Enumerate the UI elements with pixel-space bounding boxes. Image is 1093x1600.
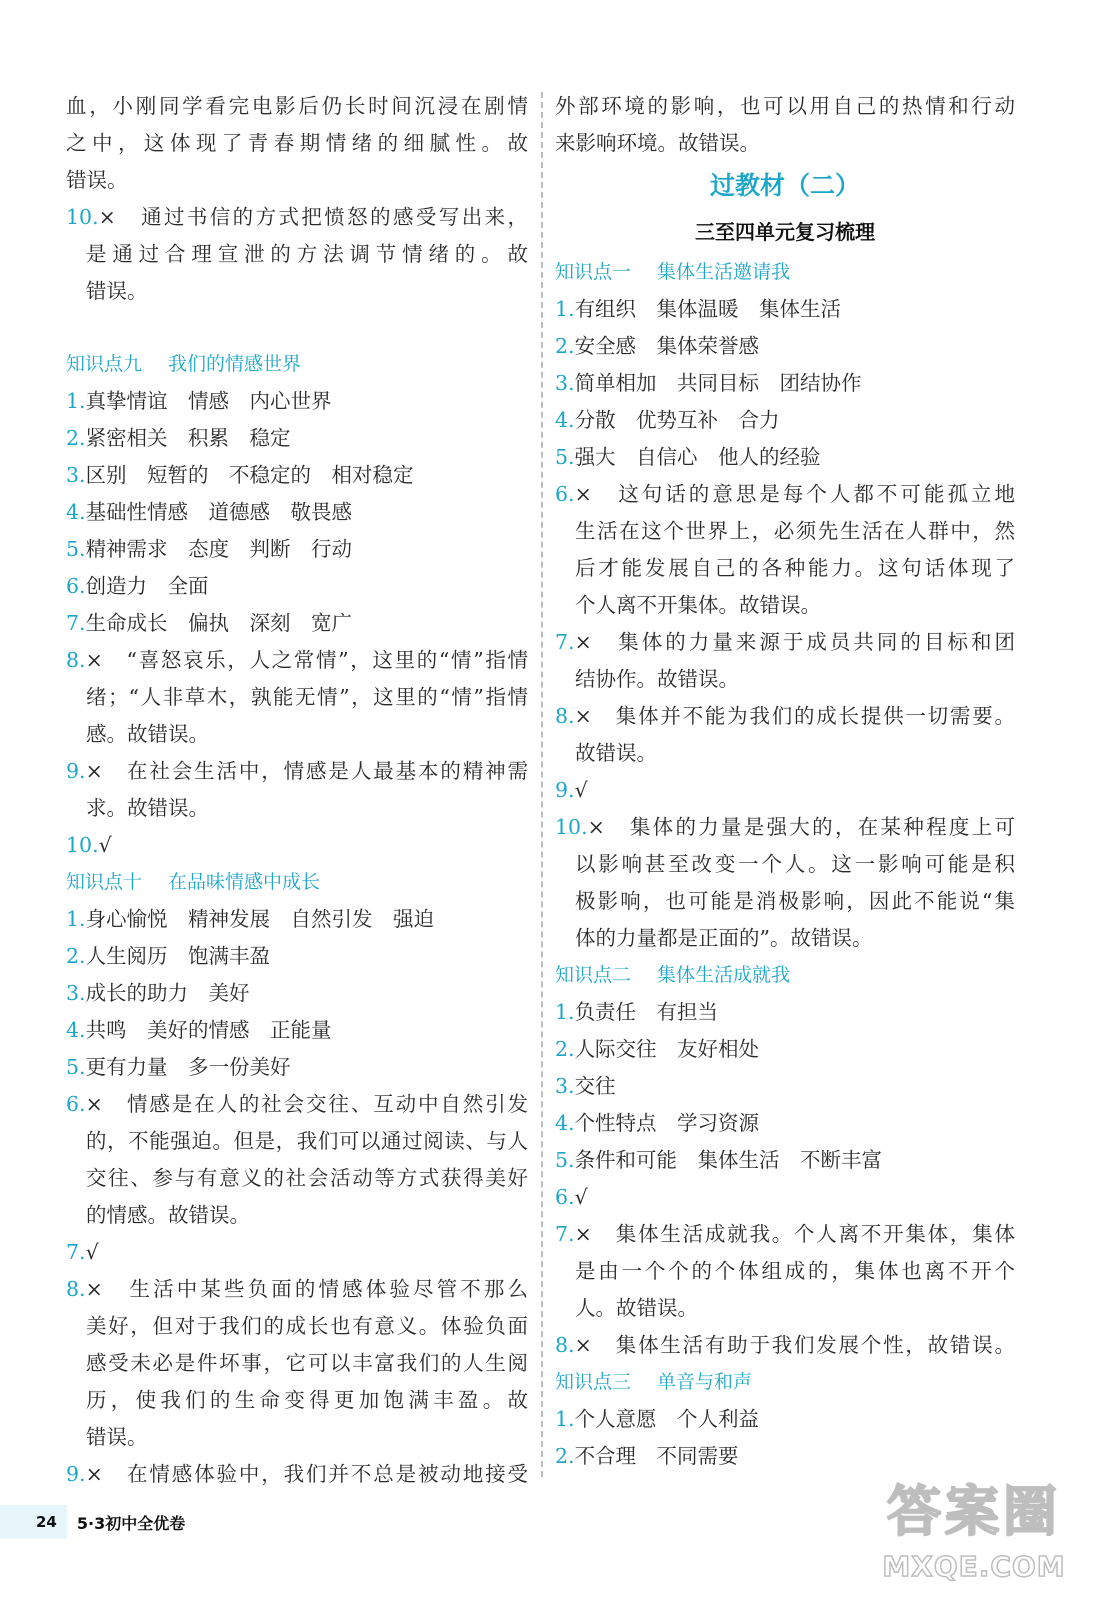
answer-line bbox=[555, 1068, 1015, 1105]
answer-text: 负责任 有担当 bbox=[574, 1000, 719, 1024]
answer-line bbox=[555, 1031, 1015, 1068]
question-number: 4. bbox=[66, 500, 86, 524]
answer-line bbox=[555, 476, 1015, 513]
question-number: 8. bbox=[66, 1277, 86, 1301]
answer-text: 有组织 集体温暖 集体生活 bbox=[574, 297, 842, 321]
continuation-line: 历，使我们的生命变得更加饱满丰盈。故 bbox=[86, 1388, 528, 1412]
question-number: 5. bbox=[66, 537, 86, 561]
continuation-line: 体的力量都是正面的”。故错误。 bbox=[575, 926, 873, 950]
question-number: 6. bbox=[66, 574, 86, 598]
section-label: 知识点九 bbox=[66, 353, 143, 375]
answer-line bbox=[555, 1401, 1015, 1438]
continuation-line: 求。故错误。 bbox=[86, 796, 209, 820]
column-divider bbox=[541, 92, 543, 1477]
question-number: 5. bbox=[555, 1148, 575, 1172]
answer-line bbox=[66, 975, 528, 1012]
question-number: 4. bbox=[555, 1111, 575, 1135]
question-number: 9. bbox=[66, 759, 86, 783]
section-label: 知识点十 bbox=[66, 871, 143, 893]
text-line: 之中，这体现了青春期情绪的细腻性。故 bbox=[66, 131, 528, 155]
question-number: 8. bbox=[555, 704, 575, 728]
answer-line bbox=[66, 1012, 528, 1049]
section-name: 集体生活邀请我 bbox=[657, 261, 791, 283]
answer-text: 简单相加 共同目标 团结协作 bbox=[574, 371, 862, 395]
answer-line bbox=[555, 809, 1015, 846]
answer-text: √ bbox=[574, 778, 588, 802]
left-column bbox=[66, 88, 528, 1493]
question-number: 7. bbox=[555, 630, 575, 654]
continuation-line: 是由一个个的个体组成的，集体也离不开个 bbox=[575, 1259, 1015, 1283]
continuation-line: 错误。 bbox=[86, 279, 148, 303]
answer-line bbox=[555, 439, 1015, 476]
text-line: 血，小刚同学看完电影后仍长时间沉浸在剧情 bbox=[66, 94, 528, 118]
answer-line bbox=[555, 1179, 1015, 1216]
answer-line bbox=[66, 827, 528, 864]
answer-text: × 集体的力量来源于成员共同的目标和团 bbox=[574, 630, 1015, 654]
continuation-line: 以影响甚至改变一个人。这一影响可能是积 bbox=[575, 852, 1015, 876]
answer-text: 成长的助力 美好 bbox=[85, 981, 250, 1005]
section-heading bbox=[66, 864, 528, 901]
answer-text: 基础性情感 道德感 敬畏感 bbox=[85, 500, 353, 524]
answer-line bbox=[66, 901, 528, 938]
question-number: 2. bbox=[66, 426, 86, 450]
answer-text: 强大 自信心 他人的经验 bbox=[574, 445, 821, 469]
answer-text: √ bbox=[574, 1185, 588, 1209]
question-number: 6. bbox=[66, 1092, 86, 1116]
continuation-line: 结协作。故错误。 bbox=[575, 667, 739, 691]
page-footer bbox=[0, 1502, 185, 1542]
answer-text: 个性特点 学习资源 bbox=[574, 1111, 760, 1135]
answer-text: √ bbox=[85, 1240, 99, 1264]
section-label: 知识点三 bbox=[555, 1371, 632, 1393]
section-heading bbox=[555, 957, 1015, 994]
continuation-line: 交往、参与有意义的社会活动等方式获得美好 bbox=[86, 1166, 528, 1190]
question-number: 4. bbox=[66, 1018, 86, 1042]
answer-line bbox=[66, 1234, 528, 1271]
section-heading bbox=[555, 254, 1015, 291]
answer-text: 身心愉悦 精神发展 自然引发 强迫 bbox=[85, 907, 435, 931]
answer-text: 更有力量 多一份美好 bbox=[85, 1055, 291, 1079]
section-label: 知识点二 bbox=[555, 964, 632, 986]
continuation-line: 是通过合理宣泄的方法调节情绪的。故 bbox=[86, 242, 528, 266]
answer-line bbox=[66, 494, 528, 531]
watermark-text: 答案圈 bbox=[887, 1480, 1061, 1543]
answer-text: × 通过书信的方式把愤怒的感受写出来， bbox=[98, 205, 528, 229]
answer-text: × 在社会生活中，情感是人最基本的精神需 bbox=[85, 759, 528, 783]
question-number: 3. bbox=[66, 463, 86, 487]
answer-line bbox=[66, 568, 528, 605]
question-number: 1. bbox=[555, 1000, 575, 1024]
section-name: 单音与和声 bbox=[657, 1371, 753, 1393]
answer-text: 生命成长 偏执 深刻 宽广 bbox=[85, 611, 353, 635]
section-name: 集体生活成就我 bbox=[657, 964, 791, 986]
answer-text: × 集体的力量是强大的，在某种程度上可 bbox=[587, 815, 1015, 839]
question-number: 5. bbox=[555, 445, 575, 469]
section-label: 知识点一 bbox=[555, 261, 632, 283]
continuation-line: 美好，但对于我们的成长也有意义。体验负面 bbox=[86, 1314, 528, 1338]
continuation-line: 感受未必是件坏事，它可以丰富我们的人生阅 bbox=[86, 1351, 528, 1375]
answer-text: 紧密相关 积累 稳定 bbox=[85, 426, 291, 450]
answer-text: × 集体生活成就我。个人离不开集体，集体 bbox=[574, 1222, 1015, 1246]
question-number: 3. bbox=[555, 371, 575, 395]
answer-text: 个人意愿 个人利益 bbox=[574, 1407, 760, 1431]
question-number: 7. bbox=[555, 1222, 575, 1246]
right-column bbox=[555, 88, 1015, 1475]
continuation-line: 生活在这个世界上，必须先生活在人群中，然 bbox=[575, 519, 1015, 543]
answer-line bbox=[66, 199, 528, 236]
answer-text: 精神需求 态度 判断 行动 bbox=[85, 537, 353, 561]
book-title: 5·3初中全优卷 bbox=[76, 1513, 186, 1533]
unit-title: 三至四单元复习梳理 bbox=[695, 220, 875, 244]
continuation-line: 感。故错误。 bbox=[86, 722, 209, 746]
answer-text: × 在情感体验中，我们并不总是被动地接受 bbox=[85, 1462, 528, 1486]
question-number: 9. bbox=[66, 1462, 86, 1486]
answer-line bbox=[555, 365, 1015, 402]
question-number: 9. bbox=[555, 778, 575, 802]
answer-text: 安全感 集体荣誉感 bbox=[574, 334, 760, 358]
question-number: 6. bbox=[555, 482, 575, 506]
continuation-line: 绪；“人非草木，孰能无情”，这里的“情”指情 bbox=[86, 685, 528, 709]
text-line: 外部环境的影响，也可以用自己的热情和行动 bbox=[555, 94, 1015, 118]
answer-text: 人生阅历 饱满丰盈 bbox=[85, 944, 271, 968]
answer-line bbox=[66, 642, 528, 679]
answer-text: × 集体并不能为我们的成长提供一切需要。 bbox=[574, 704, 1015, 728]
answer-line bbox=[66, 1271, 528, 1308]
question-number: 4. bbox=[555, 408, 575, 432]
continuation-line: 人。故错误。 bbox=[575, 1296, 698, 1320]
question-number: 8. bbox=[66, 648, 86, 672]
question-number: 5. bbox=[66, 1055, 86, 1079]
answer-line bbox=[66, 383, 528, 420]
answer-line bbox=[66, 605, 528, 642]
question-number: 1. bbox=[555, 297, 575, 321]
answer-text: 创造力 全面 bbox=[85, 574, 209, 598]
answer-line bbox=[555, 291, 1015, 328]
section-name: 在品味情感中成长 bbox=[168, 871, 321, 893]
question-number: 10. bbox=[555, 815, 588, 839]
answer-line bbox=[555, 402, 1015, 439]
answer-line bbox=[66, 420, 528, 457]
text-line: 来影响环境。故错误。 bbox=[555, 131, 760, 155]
answer-text: × 集体生活有助于我们发展个性，故错误。 bbox=[574, 1333, 1015, 1357]
answer-text: 真挚情谊 情感 内心世界 bbox=[85, 389, 332, 413]
answer-line bbox=[555, 1216, 1015, 1253]
answer-line bbox=[555, 624, 1015, 661]
answer-text: 条件和可能 集体生活 不断丰富 bbox=[574, 1148, 883, 1172]
answer-line bbox=[555, 1327, 1015, 1364]
answer-text: 不合理 不同需要 bbox=[574, 1444, 739, 1468]
answer-line bbox=[555, 1438, 1015, 1475]
answer-line bbox=[555, 994, 1015, 1031]
question-number: 2. bbox=[555, 334, 575, 358]
question-number: 1. bbox=[555, 1407, 575, 1431]
answer-line bbox=[66, 1049, 528, 1086]
answer-text: 分散 优势互补 合力 bbox=[574, 408, 780, 432]
question-number: 7. bbox=[66, 611, 86, 635]
question-number: 10. bbox=[66, 205, 99, 229]
answer-line bbox=[66, 938, 528, 975]
answer-line bbox=[555, 1105, 1015, 1142]
continuation-line: 极影响，也可能是消极影响，因此不能说“集 bbox=[575, 889, 1015, 913]
answer-text: × “喜怒哀乐，人之常情”，这里的“情”指情 bbox=[85, 648, 528, 672]
section-name: 我们的情感世界 bbox=[168, 353, 302, 375]
question-number: 2. bbox=[555, 1037, 575, 1061]
answer-line bbox=[555, 698, 1015, 735]
answer-text: 人际交往 友好相处 bbox=[574, 1037, 760, 1061]
continuation-line: 故错误。 bbox=[575, 741, 657, 765]
question-number: 6. bbox=[555, 1185, 575, 1209]
continuation-line: 错误。 bbox=[86, 1425, 148, 1449]
answer-text: 区别 短暂的 不稳定的 相对稳定 bbox=[85, 463, 414, 487]
chapter-title: 过教材（二） bbox=[709, 171, 860, 200]
text-line: 错误。 bbox=[66, 168, 128, 192]
watermark-logo bbox=[869, 1472, 1079, 1596]
continuation-line: 后才能发展自己的各种能力。这句话体现了 bbox=[575, 556, 1015, 580]
question-number: 3. bbox=[555, 1074, 575, 1098]
answer-text: √ bbox=[98, 833, 112, 857]
answer-text: × 生活中某些负面的情感体验尽管不那么 bbox=[85, 1277, 528, 1301]
answer-text: 交往 bbox=[574, 1074, 616, 1098]
answer-text: × 情感是在人的社会交往、互动中自然引发 bbox=[85, 1092, 528, 1116]
answer-text: 共鸣 美好的情感 正能量 bbox=[85, 1018, 332, 1042]
answer-line bbox=[66, 753, 528, 790]
answer-line bbox=[66, 531, 528, 568]
question-number: 1. bbox=[66, 389, 86, 413]
answer-text: × 这句话的意思是每个人都不可能孤立地 bbox=[574, 482, 1015, 506]
continuation-line: 个人离不开集体。故错误。 bbox=[575, 593, 821, 617]
question-number: 7. bbox=[66, 1240, 86, 1264]
answer-line bbox=[555, 328, 1015, 365]
question-number: 8. bbox=[555, 1333, 575, 1357]
question-number: 2. bbox=[66, 944, 86, 968]
question-number: 2. bbox=[555, 1444, 575, 1468]
continuation-line: 的，不能强迫。但是，我们可以通过阅读、与人 bbox=[86, 1129, 528, 1153]
answer-line bbox=[66, 1086, 528, 1123]
question-number: 3. bbox=[66, 981, 86, 1005]
answer-line bbox=[555, 1142, 1015, 1179]
question-number: 10. bbox=[66, 833, 99, 857]
section-heading bbox=[555, 1364, 1015, 1401]
continuation-line: 的情感。故错误。 bbox=[86, 1203, 250, 1227]
question-number: 1. bbox=[66, 907, 86, 931]
page-number: 24 bbox=[0, 1505, 67, 1539]
watermark-url: MXQE.COM bbox=[882, 1550, 1066, 1583]
answer-line bbox=[66, 457, 528, 494]
answer-line bbox=[555, 772, 1015, 809]
section-heading bbox=[66, 346, 528, 383]
answer-line bbox=[66, 1456, 528, 1493]
section-spacer bbox=[66, 310, 528, 346]
